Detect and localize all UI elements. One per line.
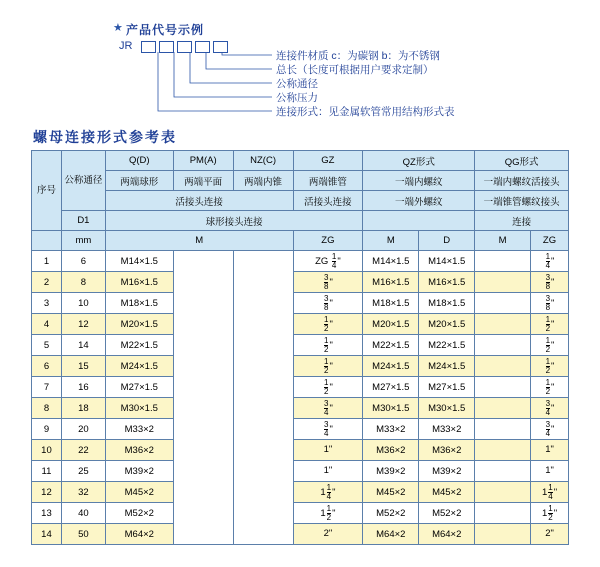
cell-qg-zg: $\frac{1}{2}$ ": [531, 314, 569, 335]
cell-gz: 1 $\frac{1}{2}$ ": [293, 503, 363, 524]
diagram-title: 产品代号示例: [126, 23, 205, 37]
cell-qd: M52×2: [105, 503, 173, 524]
legend-item-total-length: 总长（长度可根据用户要求定制）: [276, 64, 434, 76]
header-nzc-desc: 两端内锥: [233, 171, 293, 191]
cell-qz-d: M22×1.5: [419, 335, 475, 356]
cell-bore: 32: [61, 482, 105, 503]
cell-gz: $\frac{1}{2}$ ": [293, 314, 363, 335]
cell-qd: M22×1.5: [105, 335, 173, 356]
cell-bore: 12: [61, 314, 105, 335]
legend-item-connection-type: 连接形式：见金属软管常用结构形式表: [276, 106, 455, 118]
header-qg-taper-thread: 一端锥管螺纹接头: [475, 191, 569, 211]
cell-bore: 20: [61, 419, 105, 440]
header-qz-blank: [363, 211, 475, 231]
cell-qg-m: [475, 461, 531, 482]
table-row: [32, 503, 569, 524]
code-prefix-label: JR: [119, 40, 133, 52]
header-qz-external-thread: 一端外螺纹: [363, 191, 475, 211]
header-qg-connection: 连接: [475, 211, 569, 231]
cell-qz-d: M18×1.5: [419, 293, 475, 314]
header-unit-qz-d: D: [419, 231, 475, 251]
header-qz-desc: 一端内螺纹: [363, 171, 475, 191]
cell-bore: 15: [61, 356, 105, 377]
cell-qg-zg: $\frac{1}{2}$ ": [531, 335, 569, 356]
header-unit-m: M: [105, 231, 293, 251]
cell-bore: 22: [61, 440, 105, 461]
cell-gz: 1": [293, 440, 363, 461]
cell-gz: ZG $\frac{1}{4}$ ": [293, 251, 363, 272]
cell-qg-m: [475, 482, 531, 503]
cell-qd: M14×1.5: [105, 251, 173, 272]
cell-qg-zg: 2": [531, 524, 569, 545]
cell-qg-m: [475, 293, 531, 314]
cell-qg-zg: $\frac{1}{4}$ ": [531, 251, 569, 272]
cell-seq: 7: [32, 377, 62, 398]
cell-qz-m: M30×1.5: [363, 398, 419, 419]
cell-qg-m: [475, 419, 531, 440]
cell-qg-zg: 1 $\frac{1}{4}$ ": [531, 482, 569, 503]
cell-qz-m: M52×2: [363, 503, 419, 524]
cell-gz: $\frac{3}{8}$ ": [293, 272, 363, 293]
cell-qz-d: M33×2: [419, 419, 475, 440]
cell-seq: 14: [32, 524, 62, 545]
cell-qg-zg: $\frac{3}{4}$ ": [531, 398, 569, 419]
cell-gz: $\frac{3}{4}$ ": [293, 398, 363, 419]
cell-qz-m: M36×2: [363, 440, 419, 461]
header-group-nzc: NZ(C): [233, 151, 293, 171]
table-row: [32, 461, 569, 482]
cell-qg-m: [475, 440, 531, 461]
cell-qg-m: [475, 398, 531, 419]
table-header-row-1: [32, 151, 569, 171]
cell-qz-d: M45×2: [419, 482, 475, 503]
cell-qd: M27×1.5: [105, 377, 173, 398]
cell-gz: $\frac{1}{2}$ ": [293, 377, 363, 398]
table-row: [32, 272, 569, 293]
table-row: [32, 377, 569, 398]
cell-qz-d: M64×2: [419, 524, 475, 545]
header-pma-desc: 两端平面: [173, 171, 233, 191]
cell-bore: 50: [61, 524, 105, 545]
cell-qz-m: M45×2: [363, 482, 419, 503]
cell-qz-d: M27×1.5: [419, 377, 475, 398]
cell-gz: $\frac{1}{2}$ ": [293, 356, 363, 377]
table-row: [32, 440, 569, 461]
header-unit-qg-m: M: [475, 231, 531, 251]
cell-gz: $\frac{3}{4}$ ": [293, 419, 363, 440]
cell-gz: $\frac{1}{2}$ ": [293, 335, 363, 356]
cell-bore: 18: [61, 398, 105, 419]
cell-qg-zg: $\frac{1}{2}$ ": [531, 377, 569, 398]
header-d1: D1: [61, 211, 105, 231]
cell-qz-d: M36×2: [419, 440, 475, 461]
cell-qz-m: M18×1.5: [363, 293, 419, 314]
cell-qg-zg: $\frac{3}{8}$ ": [531, 272, 569, 293]
cell-qg-m: [475, 377, 531, 398]
cell-gz: 1": [293, 461, 363, 482]
table-row: [32, 314, 569, 335]
cell-pma: [173, 251, 233, 545]
cell-qg-m: [475, 335, 531, 356]
cell-qd: M18×1.5: [105, 293, 173, 314]
cell-qz-d: M30×1.5: [419, 398, 475, 419]
cell-seq: 12: [32, 482, 62, 503]
cell-qg-zg: $\frac{1}{2}$ ": [531, 356, 569, 377]
header-union-connection: 活接头连接: [105, 191, 293, 211]
cell-qz-d: M39×2: [419, 461, 475, 482]
cell-qz-m: M24×1.5: [363, 356, 419, 377]
table-row: [32, 398, 569, 419]
cell-seq: 5: [32, 335, 62, 356]
header-group-qz: QZ形式: [363, 151, 475, 171]
cell-qz-m: M16×1.5: [363, 272, 419, 293]
cell-qd: M20×1.5: [105, 314, 173, 335]
star-icon: ★: [113, 22, 123, 34]
cell-qg-m: [475, 272, 531, 293]
header-unit-qz-m: M: [363, 231, 419, 251]
header-unit-mm: mm: [61, 231, 105, 251]
table-row: [32, 293, 569, 314]
cell-qz-m: M64×2: [363, 524, 419, 545]
header-gz-desc: 两端锥管: [293, 171, 363, 191]
cell-seq: 1: [32, 251, 62, 272]
cell-qd: M45×2: [105, 482, 173, 503]
cell-qg-m: [475, 503, 531, 524]
cell-qz-d: M24×1.5: [419, 356, 475, 377]
cell-seq: 8: [32, 398, 62, 419]
cell-seq: 11: [32, 461, 62, 482]
cell-qg-zg: $\frac{3}{8}$ ": [531, 293, 569, 314]
header-unit-zg: ZG: [293, 231, 363, 251]
cell-qd: M64×2: [105, 524, 173, 545]
cell-bore: 6: [61, 251, 105, 272]
cell-qg-zg: 1 $\frac{1}{2}$ ": [531, 503, 569, 524]
table-row: [32, 251, 569, 272]
table-row: [32, 419, 569, 440]
cell-qg-m: [475, 314, 531, 335]
cell-qg-m: [475, 356, 531, 377]
header-unit-blank-seq: [32, 231, 62, 251]
header-qd-desc: 两端球形: [105, 171, 173, 191]
cell-qz-d: M16×1.5: [419, 272, 475, 293]
cell-seq: 10: [32, 440, 62, 461]
cell-seq: 3: [32, 293, 62, 314]
table-header-row-4: [32, 211, 569, 231]
table-header-row-units: [32, 231, 569, 251]
cell-bore: 8: [61, 272, 105, 293]
header-seq: 序号: [32, 151, 62, 231]
cell-bore: 16: [61, 377, 105, 398]
cell-qz-d: M14×1.5: [419, 251, 475, 272]
legend-item-material: 连接件材质 c：为碳钢 b：为不锈钢: [276, 50, 440, 62]
cell-qz-m: M20×1.5: [363, 314, 419, 335]
table-row: [32, 356, 569, 377]
cell-qz-m: M22×1.5: [363, 335, 419, 356]
cell-bore: 40: [61, 503, 105, 524]
product-code-diagram: [0, 0, 600, 120]
header-unit-qg-zg: ZG: [531, 231, 569, 251]
table-row: [32, 482, 569, 503]
cell-seq: 9: [32, 419, 62, 440]
cell-bore: 14: [61, 335, 105, 356]
nut-connection-table: [31, 150, 569, 545]
header-group-qg: QG形式: [475, 151, 569, 171]
cell-seq: 2: [32, 272, 62, 293]
header-group-pma: PM(A): [173, 151, 233, 171]
cell-qg-m: [475, 251, 531, 272]
cell-bore: 25: [61, 461, 105, 482]
cell-qz-d: M52×2: [419, 503, 475, 524]
header-group-qd: Q(D): [105, 151, 173, 171]
cell-seq: 4: [32, 314, 62, 335]
header-ball-joint-connection: 球形接头连接: [105, 211, 362, 231]
cell-qg-zg: $\frac{3}{4}$ ": [531, 419, 569, 440]
cell-qd: M39×2: [105, 461, 173, 482]
cell-qz-d: M20×1.5: [419, 314, 475, 335]
cell-qd: M36×2: [105, 440, 173, 461]
cell-nzc: [233, 251, 293, 545]
table-header-row-2: [32, 171, 569, 191]
table-header-row-3: [32, 191, 569, 211]
cell-qd: M30×1.5: [105, 398, 173, 419]
header-bore: 公称通径: [61, 151, 105, 211]
table-heading: 螺母连接形式参考表: [33, 129, 177, 145]
legend-item-nominal-bore: 公称通径: [276, 78, 318, 90]
cell-qd: M33×2: [105, 419, 173, 440]
cell-qz-m: M14×1.5: [363, 251, 419, 272]
cell-gz: $\frac{3}{8}$ ": [293, 293, 363, 314]
table-body: [32, 251, 569, 545]
cell-seq: 13: [32, 503, 62, 524]
cell-qg-zg: 1": [531, 440, 569, 461]
cell-qg-zg: 1": [531, 461, 569, 482]
cell-qz-m: M39×2: [363, 461, 419, 482]
cell-qz-m: M33×2: [363, 419, 419, 440]
header-qg-desc: 一端内螺纹活接头: [475, 171, 569, 191]
cell-gz: 1 $\frac{1}{4}$ ": [293, 482, 363, 503]
cell-seq: 6: [32, 356, 62, 377]
legend-item-nominal-pressure: 公称压力: [276, 92, 318, 104]
cell-bore: 10: [61, 293, 105, 314]
header-gz-union: 活接头连接: [293, 191, 363, 211]
table-row: [32, 335, 569, 356]
cell-qz-m: M27×1.5: [363, 377, 419, 398]
cell-qd: M16×1.5: [105, 272, 173, 293]
cell-qg-m: [475, 524, 531, 545]
table-row: [32, 524, 569, 545]
cell-qd: M24×1.5: [105, 356, 173, 377]
header-group-gz: GZ: [293, 151, 363, 171]
cell-gz: 2": [293, 524, 363, 545]
